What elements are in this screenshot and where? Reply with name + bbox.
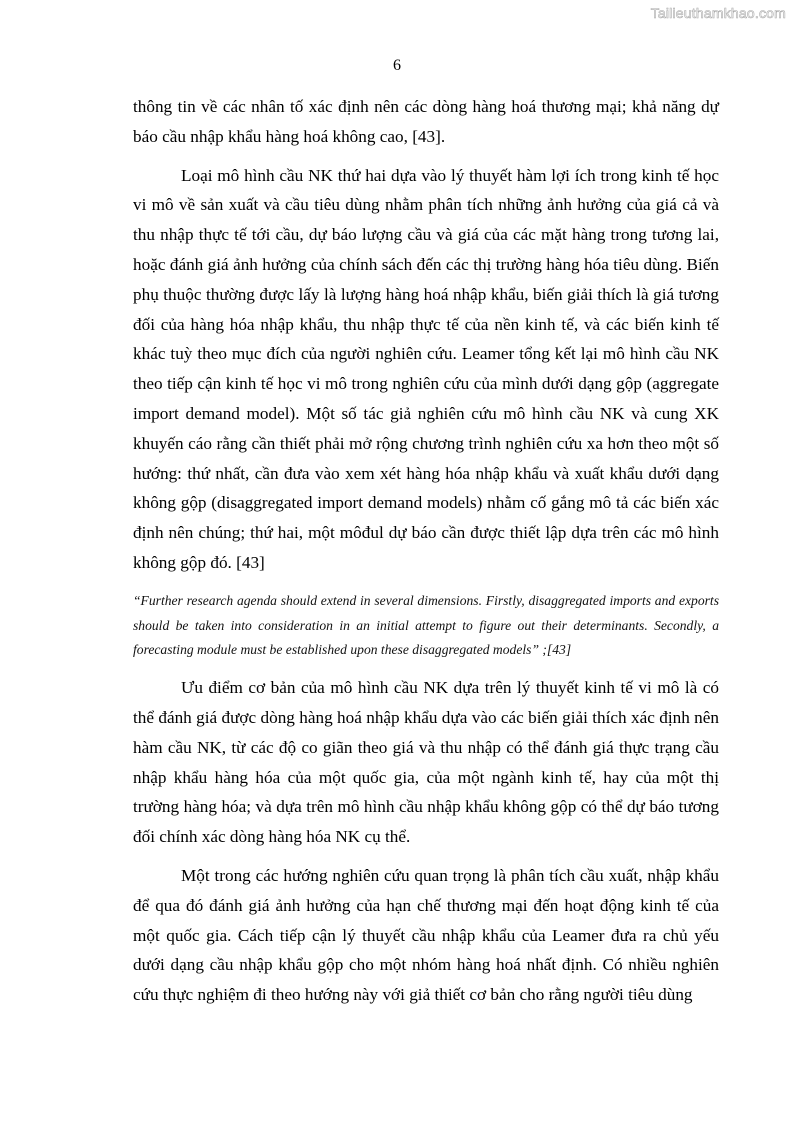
paragraph-import-demand-model: Loại mô hình cầu NK thứ hai dựa vào lý thuyết hàm lợi ích trong kinh tế học vi mô về sản xuất và cầu tiêu dùng nhằm phân tích những ảnh hưởng của giá cả và thu nhập thực tế tới cầu, dự báo lượng cầu và giá của các mặt hàng trong tương lai, hoặc đánh giá ảnh hưởng của chính sách đến các thị trường hàng hóa tiêu dùng. Biến phụ thuộc thường được lấy là lượng hàng hoá nhập khẩu, biến giải thích là giá tương đối của hàng hóa nhập khẩu, thu nhập thực tế của nền kinh tế, và các biến kinh tế khác tuỳ theo mục đích của người nghiên cứu. Leamer tổng kết lại mô hình cầu NK theo tiếp cận kinh tế học vi mô trong nghiên cứu của mình dưới dạng gộp (aggregate import demand model). Một số tác giả nghiên cứu mô hình cầu NK và cung XK khuyến cáo rằng cần thiết phải mở rộng chương trình nghiên cứu xa hơn theo một số hướng: thứ nhất, cần đưa vào xem xét hàng hóa nhập khẩu và xuất khẩu dưới dạng không gộp (disaggregated import demand models) nhằm cố gắng mô tả các biến xác định nên chúng; thứ hai, một môđul dự báo cần được thiết lập dựa trên các mô hình không gộp đó. [43] — [133, 165, 719, 572]
watermark: Tailieuthamkhao.com — [650, 5, 786, 21]
document-body — [133, 92, 719, 1010]
page-number: 6 — [393, 57, 401, 74]
paragraph-advantages: Ưu điểm cơ bản của mô hình cầu NK dựa trên lý thuyết kinh tế vi mô là có thể đánh giá được dòng hàng hoá nhập khẩu dựa vào các biến giải thích xác định nên hàm cầu NK, từ các độ co giãn theo giá và thu nhập có thể đánh giá thực trạng cầu nhập khẩu hàng hóa của một quốc gia, của một ngành kinh tế, hay của một thị trường hàng hóa; và dựa trên mô hình cầu nhập khẩu không gộp có thể dự báo tương đối chính xác dòng hàng hóa NK cụ thể. — [133, 678, 719, 847]
paragraph-research-direction: Một trong các hướng nghiên cứu quan trọng là phân tích cầu xuất, nhập khẩu để qua đó đánh giá ảnh hưởng của hạn chế thương mại đến hoạt động kinh tế của một quốc gia. Cách tiếp cận lý thuyết cầu nhập khẩu của Leamer đưa ra chủ yếu dưới dạng cầu nhập khẩu gộp cho một nhóm hàng hoá nhất định. Có nhiều nghiên cứu thực nghiệm đi theo hướng này với giả thiết cơ bản cho rằng người tiêu dùng — [133, 865, 719, 1005]
quote-block: “Further research agenda should extend in several dimensions. Firstly, disaggregated imports and exports should be taken into consideration in an initial attempt to figure out their determinants. Secondly, a forecasting module must be established upon these disaggregated models” ;[43] — [133, 592, 719, 658]
paragraph-continuation: thông tin về các nhân tố xác định nên các dòng hàng hoá thương mại; khả năng dự báo cầu nhập khẩu hàng hoá không cao, [43]. — [133, 97, 719, 146]
